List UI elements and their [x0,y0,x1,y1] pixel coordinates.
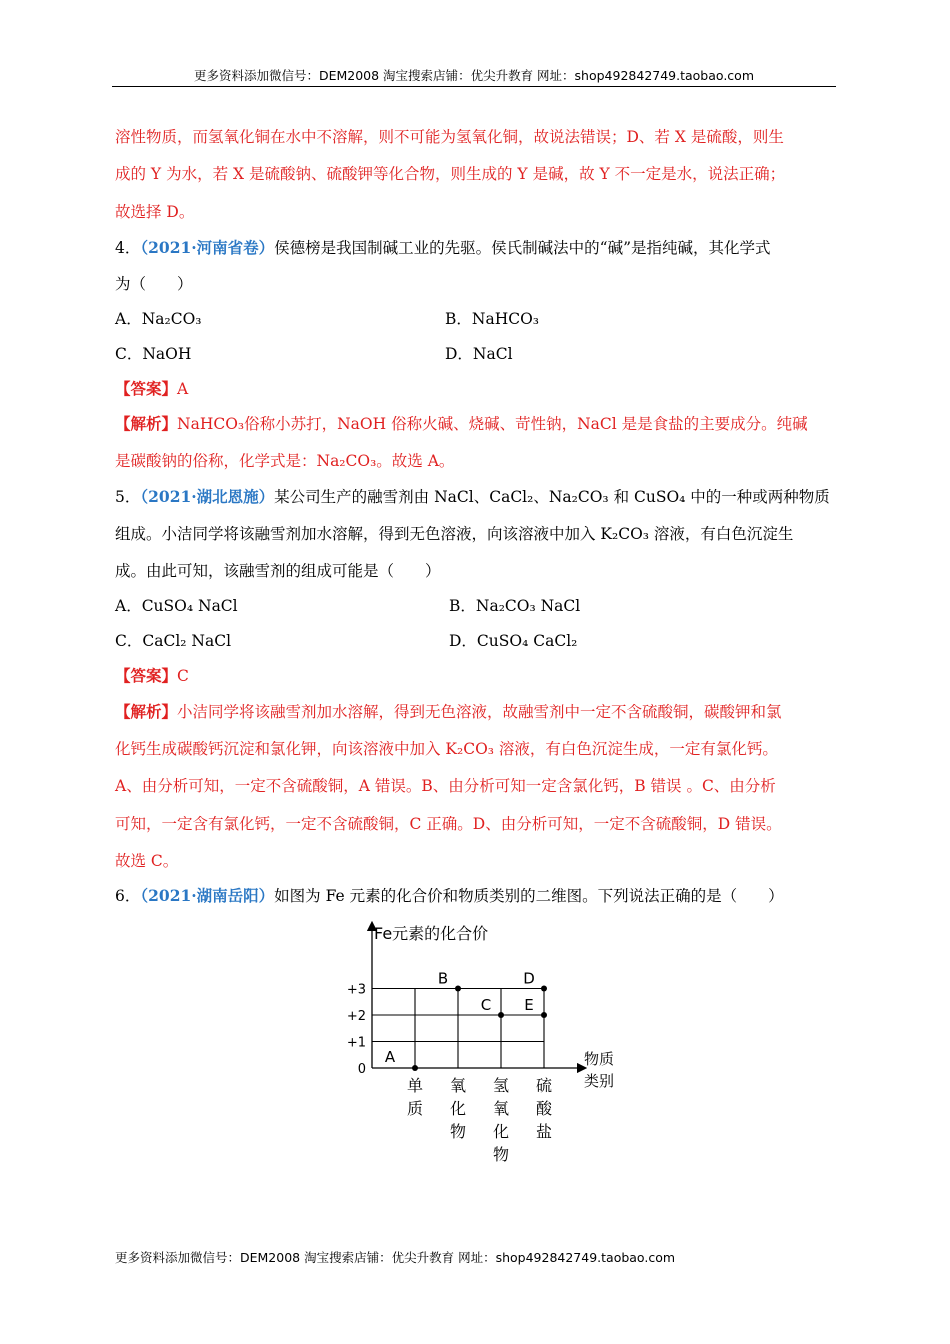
q5-analysis-text: 小洁同学将该融雪剂加水溶解，得到无色溶液，故融雪剂中一定不含硫酸铜，碳酸钾和氯 [177,703,782,721]
prev-analysis-line-2: 成的 Y 为水，若 X 是硫酸钠、硫酸钾等化合物，则生成的 Y 是碱，故 Y 不一定是水，说法正确； [115,165,786,183]
q5-source: （2021·湖北恩施） [140,487,275,506]
q4-stem-line-2: 为（ ） [115,275,193,293]
point-C [498,1012,504,1018]
y-tick-label: +1 [346,1035,366,1051]
x-category-label: 盐 [535,1122,553,1141]
y-tick-label: 0 [357,1062,366,1077]
q4-answer-value: A [177,380,189,398]
q5-number: 5． [115,488,141,506]
point-E [541,1012,547,1018]
q5-option-a: A．CuSO₄ NaCl [115,597,238,615]
x-category-label: 物 [492,1145,510,1164]
x-category-label: 氧 [449,1076,467,1095]
y-axis-title: Fe元素的化合价 [374,924,489,943]
prev-analysis-line-1: 溶性物质，而氢氧化铜在水中不溶解，则不可能为氢氧化铜，故说法错误；D、若 X 是硫酸，则生 [115,128,784,146]
page-footer: 更多资料添加微信号：DEM2008 淘宝搜索店铺：优尖升教育 网址：shop492842749.taobao.com [115,1250,676,1265]
q5-option-c: C．CaCl₂ NaCl [115,632,232,650]
q5-option-d: D．CuSO₄ CaCl₂ [449,632,578,650]
x-category-label: 单 [406,1076,424,1095]
q4-option-a: A．Na₂CO₃ [115,310,202,328]
point-label-E: E [524,996,534,1014]
q5-options-row-1 [115,596,815,616]
x-category-label: 质 [406,1099,424,1118]
point-A [412,1065,418,1071]
q4-source: （2021·河南省卷） [140,238,275,257]
q4-answer [115,379,188,399]
q5-stem-line-2: 组成。小洁同学将该融雪剂加水溶解，得到无色溶液，向该溶液中加入 K₂CO₃ 溶液，有白色沉淀生 [115,525,794,543]
x-category-label: 氧 [492,1099,510,1118]
q4-option-c: C．NaOH [115,345,192,363]
q6-number: 6． [115,887,141,905]
q4-answer-tag: 【答案】 [115,379,178,398]
q4-stem [115,238,771,258]
q4-options-row-2 [115,344,815,364]
q4-analysis-line-1 [115,414,808,434]
x-axis-title: 类别 [584,1072,615,1090]
point-label-B: B [437,969,449,988]
q6-stem [115,886,784,906]
q5-analysis-line-4: 可知，一定含有氯化钙，一定不含硫酸铜，C 正确。D、由分析可知，一定不含硫酸铜，D 错误。 [115,815,782,833]
q4-analysis-text: NaHCO₃俗称小苏打，NaOH 俗称火碱、烧碱、苛性钠，NaCl 是是食盐的主要成分。纯碱 [177,415,808,433]
q4-stem-text: 侯德榜是我国制碱工业的先驱。侯氏制碱法中的“碱”是指纯碱，其化学式 [274,239,771,257]
q4-options-row-1 [115,309,815,329]
q4-number: 4． [115,239,141,257]
x-category-label: 化 [492,1122,510,1141]
q5-answer-value: C [177,667,189,685]
y-tick-label: +2 [346,1009,366,1024]
point-B [455,986,461,992]
q4-option-d: D．NaCl [445,345,513,363]
x-category-label: 物 [449,1122,467,1141]
x-axis-title: 物质 [584,1050,615,1068]
chart-labels [347,924,614,1164]
q5-stem [115,487,830,507]
q5-stem-text: 某公司生产的融雪剂由 NaCl、CaCl₂、Na₂CO₃ 和 CuSO₄ 中的一种或两种物质 [274,488,830,506]
q5-answer-tag: 【答案】 [115,666,178,685]
q5-analysis-line-5: 故选 C。 [115,852,179,870]
point-D [541,986,547,992]
q4-analysis-line-2: 是碳酸钠的俗称，化学式是：Na₂CO₃。故选 A。 [115,452,455,470]
q4-analysis-tag: 【解析】 [115,414,178,433]
q6-source: （2021·湖南岳阳） [140,886,275,905]
y-tick-label: +3 [346,982,366,998]
q5-answer [115,666,189,686]
q5-analysis-line-1 [115,702,782,722]
q6-stem-text: 如图为 Fe 元素的化合价和物质类别的二维图。下列说法正确的是（ ） [274,887,784,905]
q5-analysis-line-3: A、由分析可知，一定不含硫酸铜，A 错误。B、由分析可知一定含氯化钙，B 错误 。C、由分析 [115,777,776,795]
point-label-A: A [384,1048,396,1066]
q5-analysis-tag: 【解析】 [115,702,178,721]
q4-option-b: B．NaHCO₃ [445,310,539,328]
x-category-label: 化 [449,1099,467,1118]
header-divider [112,86,836,87]
chart-points [385,970,547,1072]
page-header: 更多资料添加微信号：DEM2008 淘宝搜索店铺：优尖升教育 网址：shop492842749.taobao.com [193,68,755,83]
q5-stem-line-3: 成。由此可知，该融雪剂的组成可能是（ ） [115,562,441,580]
point-label-C: C [480,996,492,1014]
x-category-label: 氢 [492,1076,510,1095]
x-category-label: 硫 [535,1076,553,1095]
prev-analysis-line-3: 故选择 D。 [115,203,195,221]
valence-category-chart [330,918,630,1168]
q5-option-b: B．Na₂CO₃ NaCl [449,597,581,615]
x-category-label: 酸 [535,1099,553,1118]
point-label-D: D [523,969,535,988]
q5-options-row-2 [115,631,815,651]
q5-analysis-line-2: 化钙生成碳酸钙沉淀和氯化钾，向该溶液中加入 K₂CO₃ 溶液，有白色沉淀生成，一定有氯化钙。 [115,740,778,758]
chart-grid [372,989,544,1069]
chart-axes [372,926,582,1068]
